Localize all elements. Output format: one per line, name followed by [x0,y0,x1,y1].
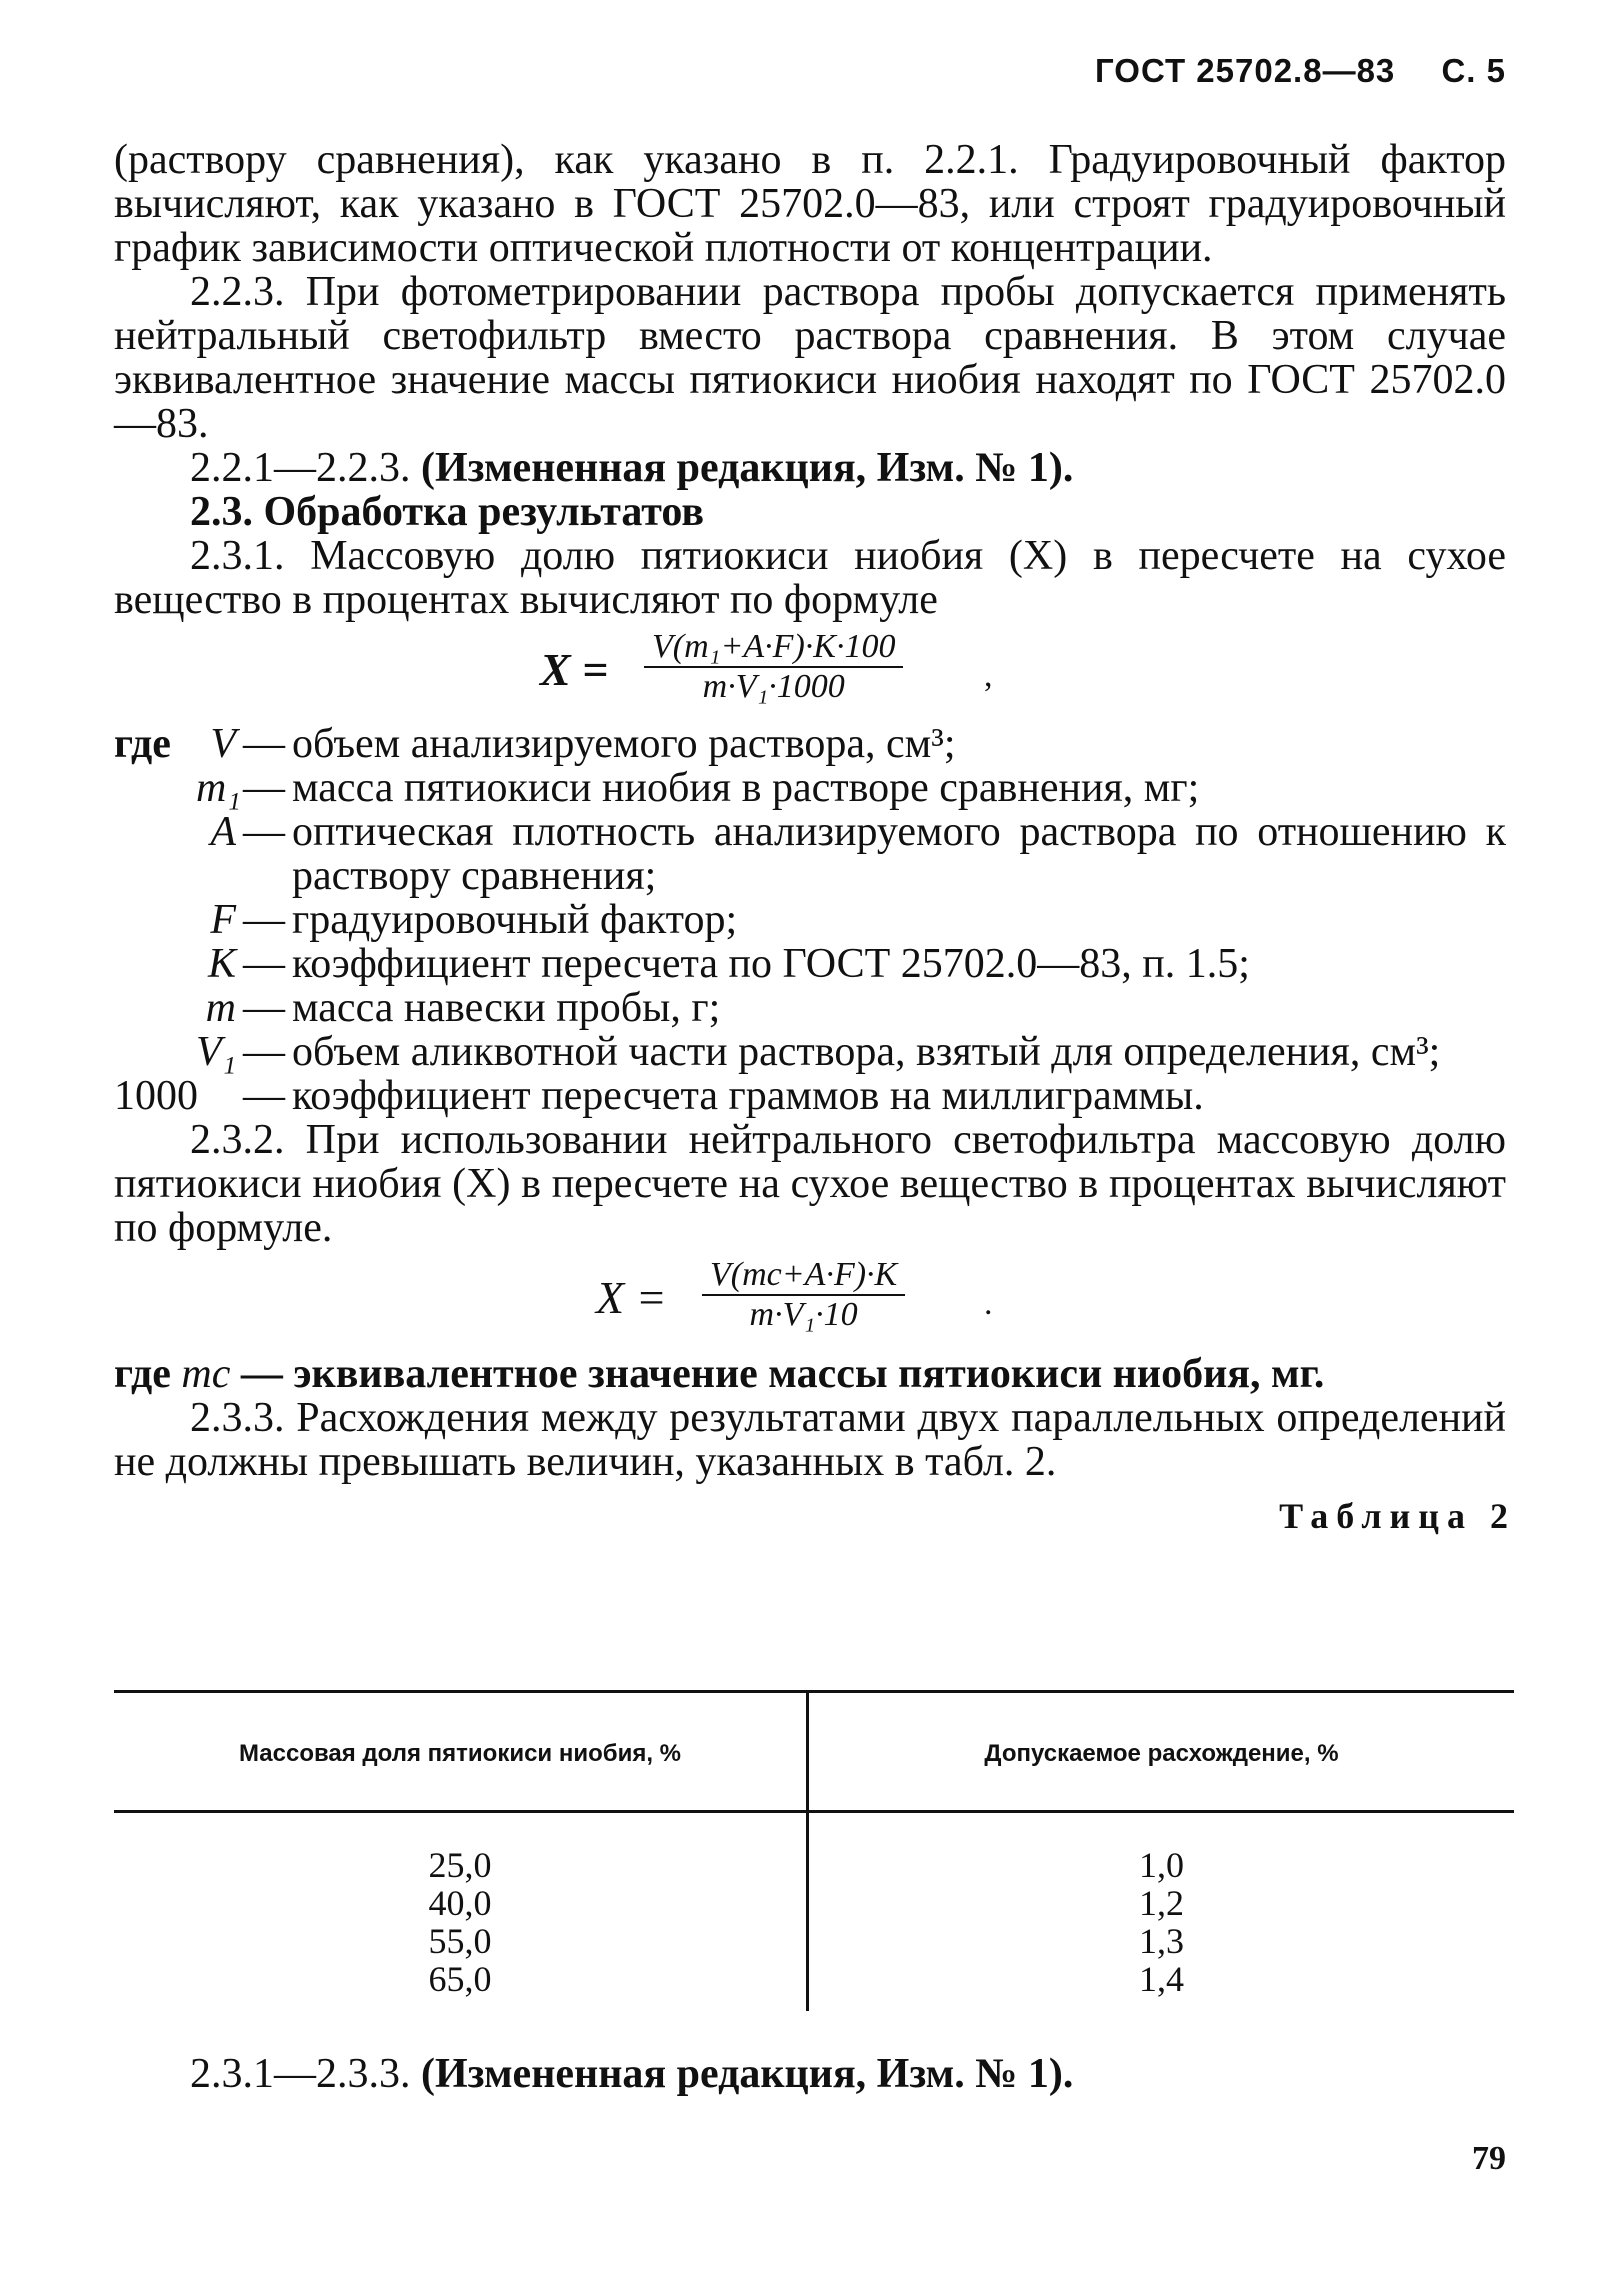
definition-row [114,1074,1506,1118]
definition-symbol: mс [181,1351,231,1397]
definition-text: градуировочный фактор; [292,897,738,943]
definition-dash: — [243,941,285,987]
definition-dash: — [243,765,285,811]
definition-text: коэффициент пересчета по ГОСТ 25702.0—83, п. 1.5; [292,941,1250,987]
definition-row [114,766,1506,810]
formula-numerator: V(mс+A·F)·K [710,1256,898,1293]
table-cell: 25,0 [428,1845,492,1885]
table-header-rule [114,1810,1514,1813]
amendment-note-1 [114,446,1506,490]
definition-text: оптическая плотность анализируемого раствора по отношению к раствору сравнения; [292,809,1506,899]
table-column-tolerance [809,1846,1514,1998]
table-column-mass-fraction [114,1846,806,1998]
definition-row [114,942,1506,986]
section-heading-2-3 [114,490,1506,534]
definition-text: масса пятиокиси ниобия в растворе сравнения, мг; [292,765,1200,811]
definition-symbol: V₁ [196,1029,237,1075]
paragraph-2-2-3: 2.2.3. При фотометрировании раствора пробы допускается применять нейтральный светофильтр вместо раствора сравнения. В этом случае эквивалентное значение массы пятиокиси ниобия находят по ГОСТ 25702.0—83. [114,269,1506,447]
section-number: 2.3. [190,489,253,535]
formula-denominator: m·V₁·10 [749,1296,858,1333]
formula-1 [114,624,1506,716]
definition-symbol: 1000 [114,1073,198,1119]
table-header-tolerance: Допускаемое расхождение, % [984,1740,1339,1767]
formula-denominator: m·V₁·1000 [702,668,845,705]
definition-text: объем анализируемого раствора, см³; [292,721,956,767]
paragraph-intro: (раствору сравнения), как указано в п. 2.2.1. Градуировочный фактор вычисляют, как указано в ГОСТ 25702.0—83, или строят градуировочный график зависимости оптической плотности от концентрации. [114,137,1506,271]
table-top-rule [114,1690,1514,1693]
table-cell: 1,3 [1139,1921,1184,1961]
definition-row [114,810,1506,898]
formula-fraction [644,628,903,706]
formula-lhs: X = [596,1272,667,1323]
formula-end-mark: . [984,1285,993,1322]
tolerance-table [114,1690,1514,2012]
definition-dash: — [243,1029,285,1075]
definition-dash: — [243,1073,285,1119]
mc-definition [114,1352,1506,1396]
definition-dash: — [243,985,285,1031]
table-cell: 1,2 [1139,1883,1184,1923]
formula-fraction [702,1256,905,1334]
amendment-range: 2.3.1—2.3.3. [190,2051,411,2097]
page-number: 79 [1472,2140,1506,2177]
definition-symbol: K [207,941,236,987]
table-header-mass-fraction: Массовая доля пятиокиси ниобия, % [238,1740,682,1767]
paragraph-2-3-2: 2.3.2. При использовании нейтрального светофильтра массовую долю пятиокиси ниобия (X) в пересчете на сухое вещество в процентах вычисляют по формуле. [114,1117,1506,1251]
definition-row [114,898,1506,942]
standard-number: ГОСТ 25702.8—83 [1095,52,1396,89]
table-caption: Таблица 2 [1279,1496,1516,1536]
definition-symbol: V [210,721,236,767]
section-title: Обработка результатов [263,489,705,535]
definition-dash: — [243,809,285,855]
formula-lhs: X = [540,644,609,695]
paragraph-2-3-1: 2.3.1. Массовую долю пятиокиси ниобия (X) в пересчете на сухое вещество в процентах вычисляют по формуле [114,533,1506,623]
definition-text: — эквивалентное значение массы пятиокиси ниобия, мг. [240,1351,1325,1397]
where-word: где [114,721,171,767]
definition-symbol: A [210,809,236,855]
definition-symbol: m₁ [196,765,241,811]
formula-2 [114,1252,1506,1344]
definition-text: масса навески пробы, г; [292,985,721,1031]
definition-dash: — [243,721,285,767]
definition-text: коэффициент пересчета граммов на миллиграммы. [292,1073,1204,1119]
amendment-text: (Измененная редакция, Изм. № 1). [421,445,1074,491]
amendment-range: 2.2.1—2.2.3. [190,445,411,491]
page-header [1095,52,1506,90]
definition-text: объем аликвотной части раствора, взятый для определения, см³; [292,1029,1441,1075]
paragraph-2-3-3: 2.3.3. Расхождения между результатами двух параллельных определений не должны превышать величин, указанных в табл. 2. [114,1395,1506,1485]
definition-row [114,722,1506,766]
where-word: где [114,1351,171,1397]
formula-numerator: V(m₁+A·F)·K·100 [652,628,896,665]
definition-symbol: m [205,985,236,1031]
definition-row [114,1030,1506,1074]
definition-row [114,986,1506,1030]
document-body [114,137,1516,1538]
table-cell: 40,0 [428,1883,492,1923]
variable-definitions [114,722,1506,1118]
table-cell: 1,0 [1139,1845,1184,1885]
table-cell: 1,4 [1139,1959,1184,1999]
table-cell: 65,0 [428,1959,492,1999]
table-cell: 55,0 [428,1921,492,1961]
header-page-number: С. 5 [1441,52,1506,89]
formula-end-mark: , [984,657,993,694]
amendment-text: (Измененная редакция, Изм. № 1). [421,2051,1074,2097]
amendment-note-2 [190,2050,1073,2098]
definition-dash: — [243,897,285,943]
definition-symbol: F [210,897,236,943]
